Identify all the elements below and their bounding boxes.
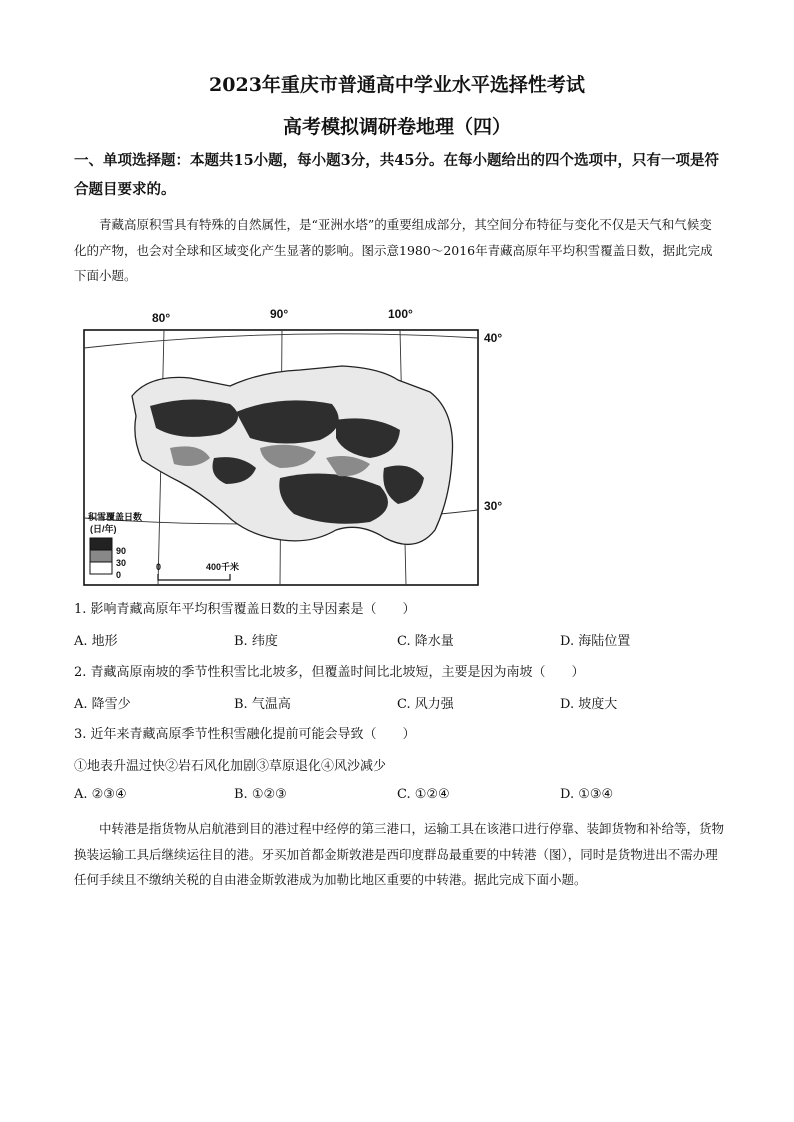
question-1-option-c: C. 降水量 [397,634,454,649]
legend-unit: (日/年) [90,524,117,534]
lon-label-80: 80° [152,311,171,325]
intro-paragraph-2: 中转港是指货物从启航港到目的港过程中经停的第三港口，运输工具在该港口进行停靠、装卸货物和补给等，货物换装运输工具后继续运往目的港。牙买加首都金斯敦港是西印度群岛最重要的中转港（图），同时是货物进出不需办理任何手续且不缴纳关税的自由港金斯敦港成为加勒比地区重要的中转港。据此完成下面小题。 [74,821,725,887]
legend-swatch-low [90,562,112,574]
question-2-option-a: A. 降雪少 [74,697,131,712]
question-3-option-b: B. ①②③ [234,787,287,802]
question-1-option-b: B. 纬度 [234,634,278,649]
legend-value-90: 90 [116,546,127,556]
question-3-option-c: C. ①②④ [397,787,450,802]
snow-cover-map [80,308,520,593]
section-heading: 一、单项选择题：本题共15小题，每小题3分，共45分。在每小题给出的四个选项中，只有一项是符合题目要求的。 [74,152,719,198]
question-3-statements: ①地表升温过快②岩石风化加剧③草原退化④风沙减少 [74,759,387,774]
legend-value-30: 30 [116,558,127,568]
scale-zero: 0 [156,562,162,572]
exam-subtitle: 高考模拟调研卷地理（四） [282,116,511,138]
question-2-option-b: B. 气温高 [234,697,291,712]
legend-title: 积雪覆盖日数 [88,512,143,522]
question-3-option-d: D. ①③④ [560,787,614,802]
scale-bar [158,574,230,580]
lat-label-30: 30° [484,499,503,513]
question-2-option-c: C. 风力强 [397,697,454,712]
lat-label-40: 40° [484,331,503,345]
legend-value-0: 0 [116,570,122,580]
question-2-option-d: D. 坡度大 [560,697,618,712]
question-1-option-a: A. 地形 [74,634,118,649]
legend-swatch-mid [90,550,112,562]
lon-label-90: 90° [270,308,289,321]
question-1-option-d: D. 海陆位置 [560,634,631,649]
question-3-option-a: A. ②③④ [74,787,127,802]
question-3-stem: 3. 近年来青藏高原季节性积雪融化提前可能会导致（ ） [74,727,416,742]
intro-paragraph-1: 青藏高原积雪具有特殊的自然属性，是“亚洲水塔”的重要组成部分，其空间分布特征与变化不仅是天气和气候变化的产物，也会对全球和区域变化产生显著的影响。图示意1980～2016年青藏高原年平均积雪覆盖日数，据此完成下面小题。 [74,217,713,283]
question-1-stem: 1. 影响青藏高原年平均积雪覆盖日数的主导因素是（ ） [74,602,416,617]
question-2-stem: 2. 青藏高原南坡的季节性积雪比北坡多，但覆盖时间比北坡短，主要是因为南坡（ ） [74,665,585,680]
exam-title: 2023年重庆市普通高中学业水平选择性考试 [209,74,585,96]
lon-label-100: 100° [388,308,413,321]
scale-label: 400千米 [206,562,240,572]
legend-swatch-high [90,538,112,550]
